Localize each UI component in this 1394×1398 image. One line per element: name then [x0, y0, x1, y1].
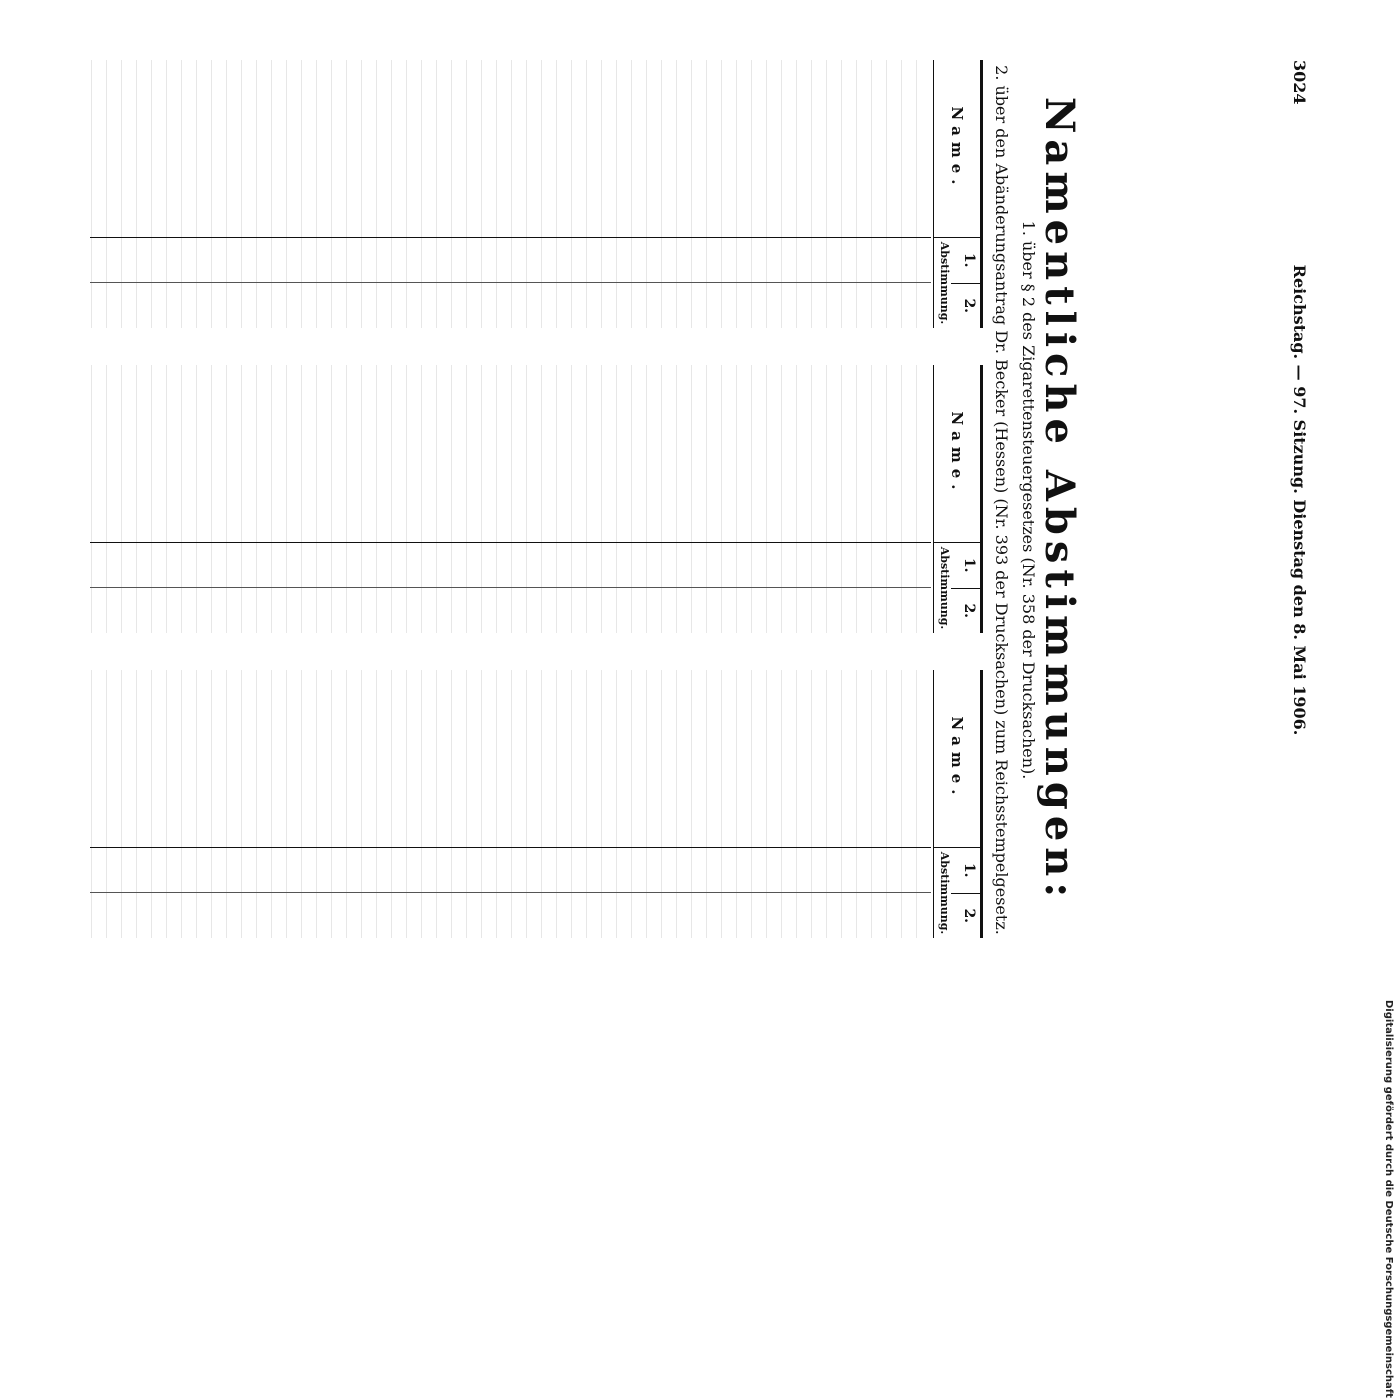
vote-2-header: 2.	[951, 893, 980, 939]
vote-1-header: 1.	[961, 252, 977, 268]
vote-rows	[90, 60, 931, 328]
vote-rows	[90, 365, 931, 633]
page-number: 3024	[1290, 60, 1309, 105]
name-column-header: Name.	[934, 60, 980, 238]
vote-table-block	[90, 670, 983, 938]
votes-label: Abstimmung.	[938, 241, 951, 325]
motion-1: 1. über § 2 des Zigarettensteuergesetzes (Nr. 358 der Drucksachen).	[1019, 220, 1038, 780]
vote-2-header: 2.	[951, 588, 980, 634]
page-title: Namentliche Abstimmungen:	[1036, 96, 1083, 904]
vote-2-header: 2.	[951, 283, 980, 329]
running-header	[1285, 60, 1309, 940]
vote-table-block	[90, 60, 983, 328]
motion-2: 2. über den Abänderungsantrag Dr. Becker (Hessen) (Nr. 393 der Drucksachen) zum Reichsstempelgesetz.	[992, 65, 1011, 935]
vote-1-header: 1.	[961, 557, 977, 573]
name-column-header: Name.	[934, 365, 980, 543]
vote-table-block	[90, 365, 983, 633]
vote-1-header: 1.	[961, 862, 977, 878]
running-title: Reichstag. — 97. Sitzung. Dienstag den 8. Mai 1906.	[1290, 264, 1309, 736]
name-column-header: Name.	[934, 670, 980, 848]
votes-label: Abstimmung.	[938, 851, 951, 935]
votes-label: Abstimmung.	[938, 546, 951, 630]
digitization-credit: Digitalisierung gefördert durch die Deutsche Forschungsgemeinschaft	[1383, 1000, 1394, 1398]
vote-rows	[90, 670, 931, 938]
